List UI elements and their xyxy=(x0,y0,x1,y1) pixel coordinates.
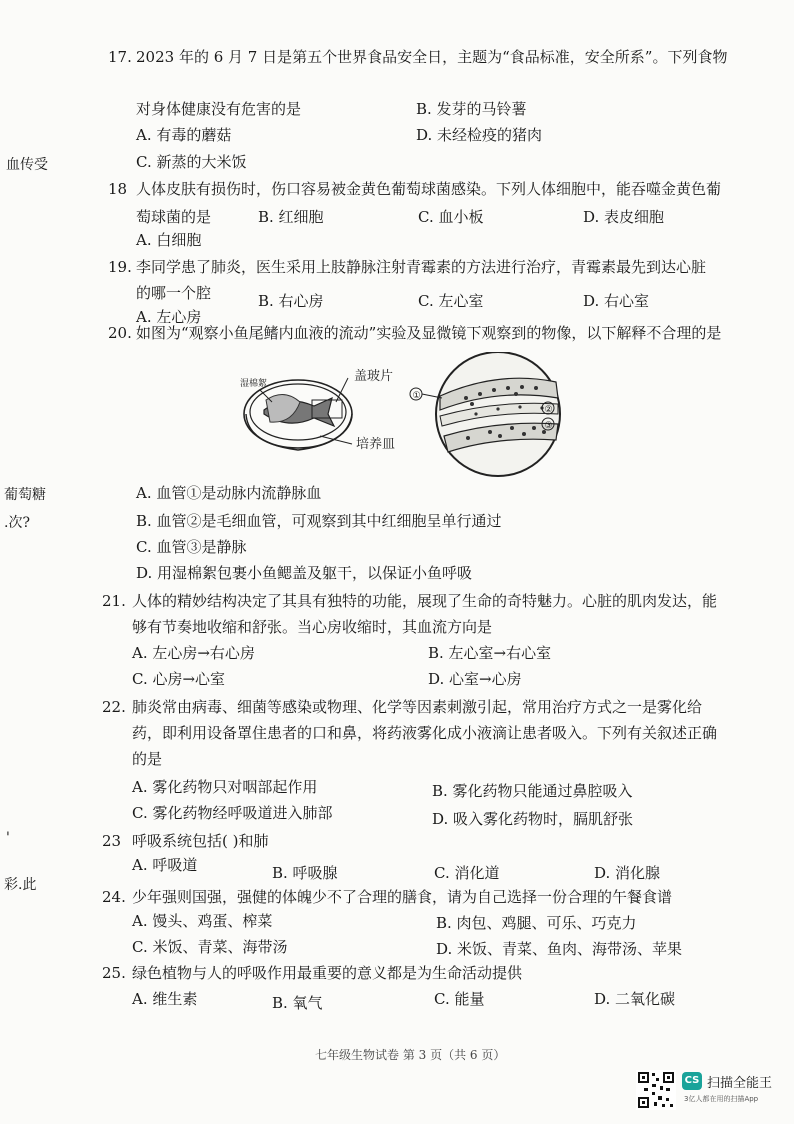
question-22-option-d: D. 吸入雾化药物时，膈肌舒张 xyxy=(432,810,634,828)
question-24-option-a: A. 馒头、鸡蛋、榨菜 xyxy=(132,912,273,930)
question-22-option-b: B. 雾化药物只能通过鼻腔吸入 xyxy=(432,782,633,800)
experiment-figure xyxy=(236,352,596,482)
page-footer: 七年级生物试卷 第 3 页（共 6 页） xyxy=(315,1048,506,1062)
question-18-option-d: D. 表皮细胞 xyxy=(583,208,665,226)
question-18-stem: 萄球菌的是 xyxy=(136,208,212,226)
marker-3: ③ xyxy=(544,421,553,431)
label-wet-cotton: 湿棉絮 xyxy=(240,379,268,389)
question-17-option-c: C. 新蒸的大米饭 xyxy=(136,153,247,171)
label-cover-slip: 盖玻片 xyxy=(354,369,394,384)
question-22-option-a: A. 雾化药物只对咽部起作用 xyxy=(132,778,318,796)
qr-code-icon xyxy=(636,1070,676,1110)
question-25-option-a: A. 维生素 xyxy=(132,990,198,1008)
margin-note: 彩.此 xyxy=(4,877,37,893)
question-17-stem: 2023 年的 6 月 7 日是第五个世界食品安全日，主题为“食品标准，安全所系”。下列食物 xyxy=(136,48,728,66)
marker-1: ① xyxy=(412,391,421,401)
question-18-option-b: B. 红细胞 xyxy=(258,208,324,226)
margin-note: 血传受 xyxy=(6,157,48,173)
question-23-option-b: B. 呼吸腺 xyxy=(272,864,338,882)
question-23-option-c: C. 消化道 xyxy=(434,864,500,882)
question-25-number: 25. xyxy=(102,964,126,982)
question-25-option-d: D. 二氧化碳 xyxy=(594,990,676,1008)
question-24-number: 24. xyxy=(102,888,126,906)
question-23-option-d: D. 消化腺 xyxy=(594,864,661,882)
question-19-option-c: C. 左心室 xyxy=(418,292,484,310)
question-21-number: 21. xyxy=(102,592,126,610)
question-19-stem: 的哪一个腔 xyxy=(136,284,212,302)
question-20-option-c: C. 血管③是静脉 xyxy=(136,538,247,556)
question-20-option-a: A. 血管①是动脉内流静脉血 xyxy=(136,484,322,502)
question-25-stem: 绿色植物与人的呼吸作用最重要的意义都是为生命活动提供 xyxy=(132,964,523,982)
margin-note: 葡萄糖 xyxy=(4,487,46,503)
question-21-stem: 够有节奏地收缩和舒张。当心房收缩时，其血流方向是 xyxy=(132,618,493,636)
question-17-option-b: B. 发芽的马铃薯 xyxy=(416,100,527,118)
question-25-option-c: C. 能量 xyxy=(434,990,485,1008)
scanner-tagline: 3亿人都在用的扫描App xyxy=(684,1095,759,1103)
question-17-stem: 对身体健康没有危害的是 xyxy=(136,100,302,118)
question-22-stem: 药，即利用设备罩住患者的口和鼻，将药液雾化成小液滴让患者吸入。下列有关叙述正确 xyxy=(132,724,718,742)
question-21-stem: 人体的精妙结构决定了其具有独特的功能，展现了生命的奇特魅力。心脏的肌肉发达，能 xyxy=(132,592,718,610)
question-24-option-c: C. 米饭、青菜、海带汤 xyxy=(132,938,288,956)
question-17-number: 17. xyxy=(108,48,132,66)
question-23-stem: 呼吸系统包括( )和肺 xyxy=(132,832,269,850)
question-19-option-b: B. 右心房 xyxy=(258,292,324,310)
question-18-stem: 人体皮肤有损伤时，伤口容易被金黄色葡萄球菌感染。下列人体细胞中，能吞噬金黄色葡 xyxy=(136,180,722,198)
question-18-option-a: A. 白细胞 xyxy=(136,231,202,249)
question-24-stem: 少年强则国强，强健的体魄少不了合理的膳食，请为自己选择一份合理的午餐食谱 xyxy=(132,888,673,906)
question-22-option-c: C. 雾化药物经呼吸道进入肺部 xyxy=(132,804,333,822)
question-20-stem: 如图为“观察小鱼尾鳍内血液的流动”实验及显微镜下观察到的物像，以下解释不合理的是 xyxy=(136,324,722,342)
cs-logo-icon: CS xyxy=(682,1072,702,1090)
question-18-option-c: C. 血小板 xyxy=(418,208,484,226)
question-21-option-c: C. 心房→心室 xyxy=(132,670,226,688)
question-17-option-a: A. 有毒的蘑菇 xyxy=(136,126,232,144)
question-23-option-a: A. 呼吸道 xyxy=(132,856,198,874)
question-21-option-b: B. 左心室→右心室 xyxy=(428,644,552,662)
question-21-option-d: D. 心室→心房 xyxy=(428,670,522,688)
margin-note: .次? xyxy=(4,515,30,531)
question-23-number: 23 xyxy=(102,832,122,850)
question-22-number: 22. xyxy=(102,698,126,716)
question-17-option-d: D. 未经检疫的猪肉 xyxy=(416,126,543,144)
question-24-option-b: B. 肉包、鸡腿、可乐、巧克力 xyxy=(436,914,637,932)
margin-note: ' xyxy=(6,830,10,846)
question-22-stem: 肺炎常由病毒、细菌等感染或物理、化学等因素刺激引起，常用治疗方式之一是雾化给 xyxy=(132,698,703,716)
question-19-stem: 李同学患了肺炎，医生采用上肢静脉注射青霉素的方法进行治疗，青霉素最先到达心脏 xyxy=(136,258,707,276)
question-20-option-b: B. 血管②是毛细血管，可观察到其中红细胞呈单行通过 xyxy=(136,512,502,530)
scanner-watermark xyxy=(636,1070,786,1110)
label-petri-dish: 培养皿 xyxy=(356,437,396,452)
question-19-option-a: A. 左心房 xyxy=(136,308,202,326)
question-25-option-b: B. 氧气 xyxy=(272,994,323,1012)
question-20-option-d: D. 用湿棉絮包裹小鱼鳃盖及躯干，以保证小鱼呼吸 xyxy=(136,564,473,582)
scanner-brand: 扫描全能王 xyxy=(707,1076,773,1091)
question-19-number: 19. xyxy=(108,258,132,276)
question-19-option-d: D. 右心室 xyxy=(583,292,650,310)
question-24-option-d: D. 米饭、青菜、鱼肉、海带汤、苹果 xyxy=(436,940,683,958)
question-22-stem: 的是 xyxy=(132,750,163,768)
question-20-number: 20. xyxy=(108,324,132,342)
marker-2: ② xyxy=(544,405,553,415)
question-21-option-a: A. 左心房→右心房 xyxy=(132,644,255,662)
question-18-number: 18 xyxy=(108,180,128,198)
